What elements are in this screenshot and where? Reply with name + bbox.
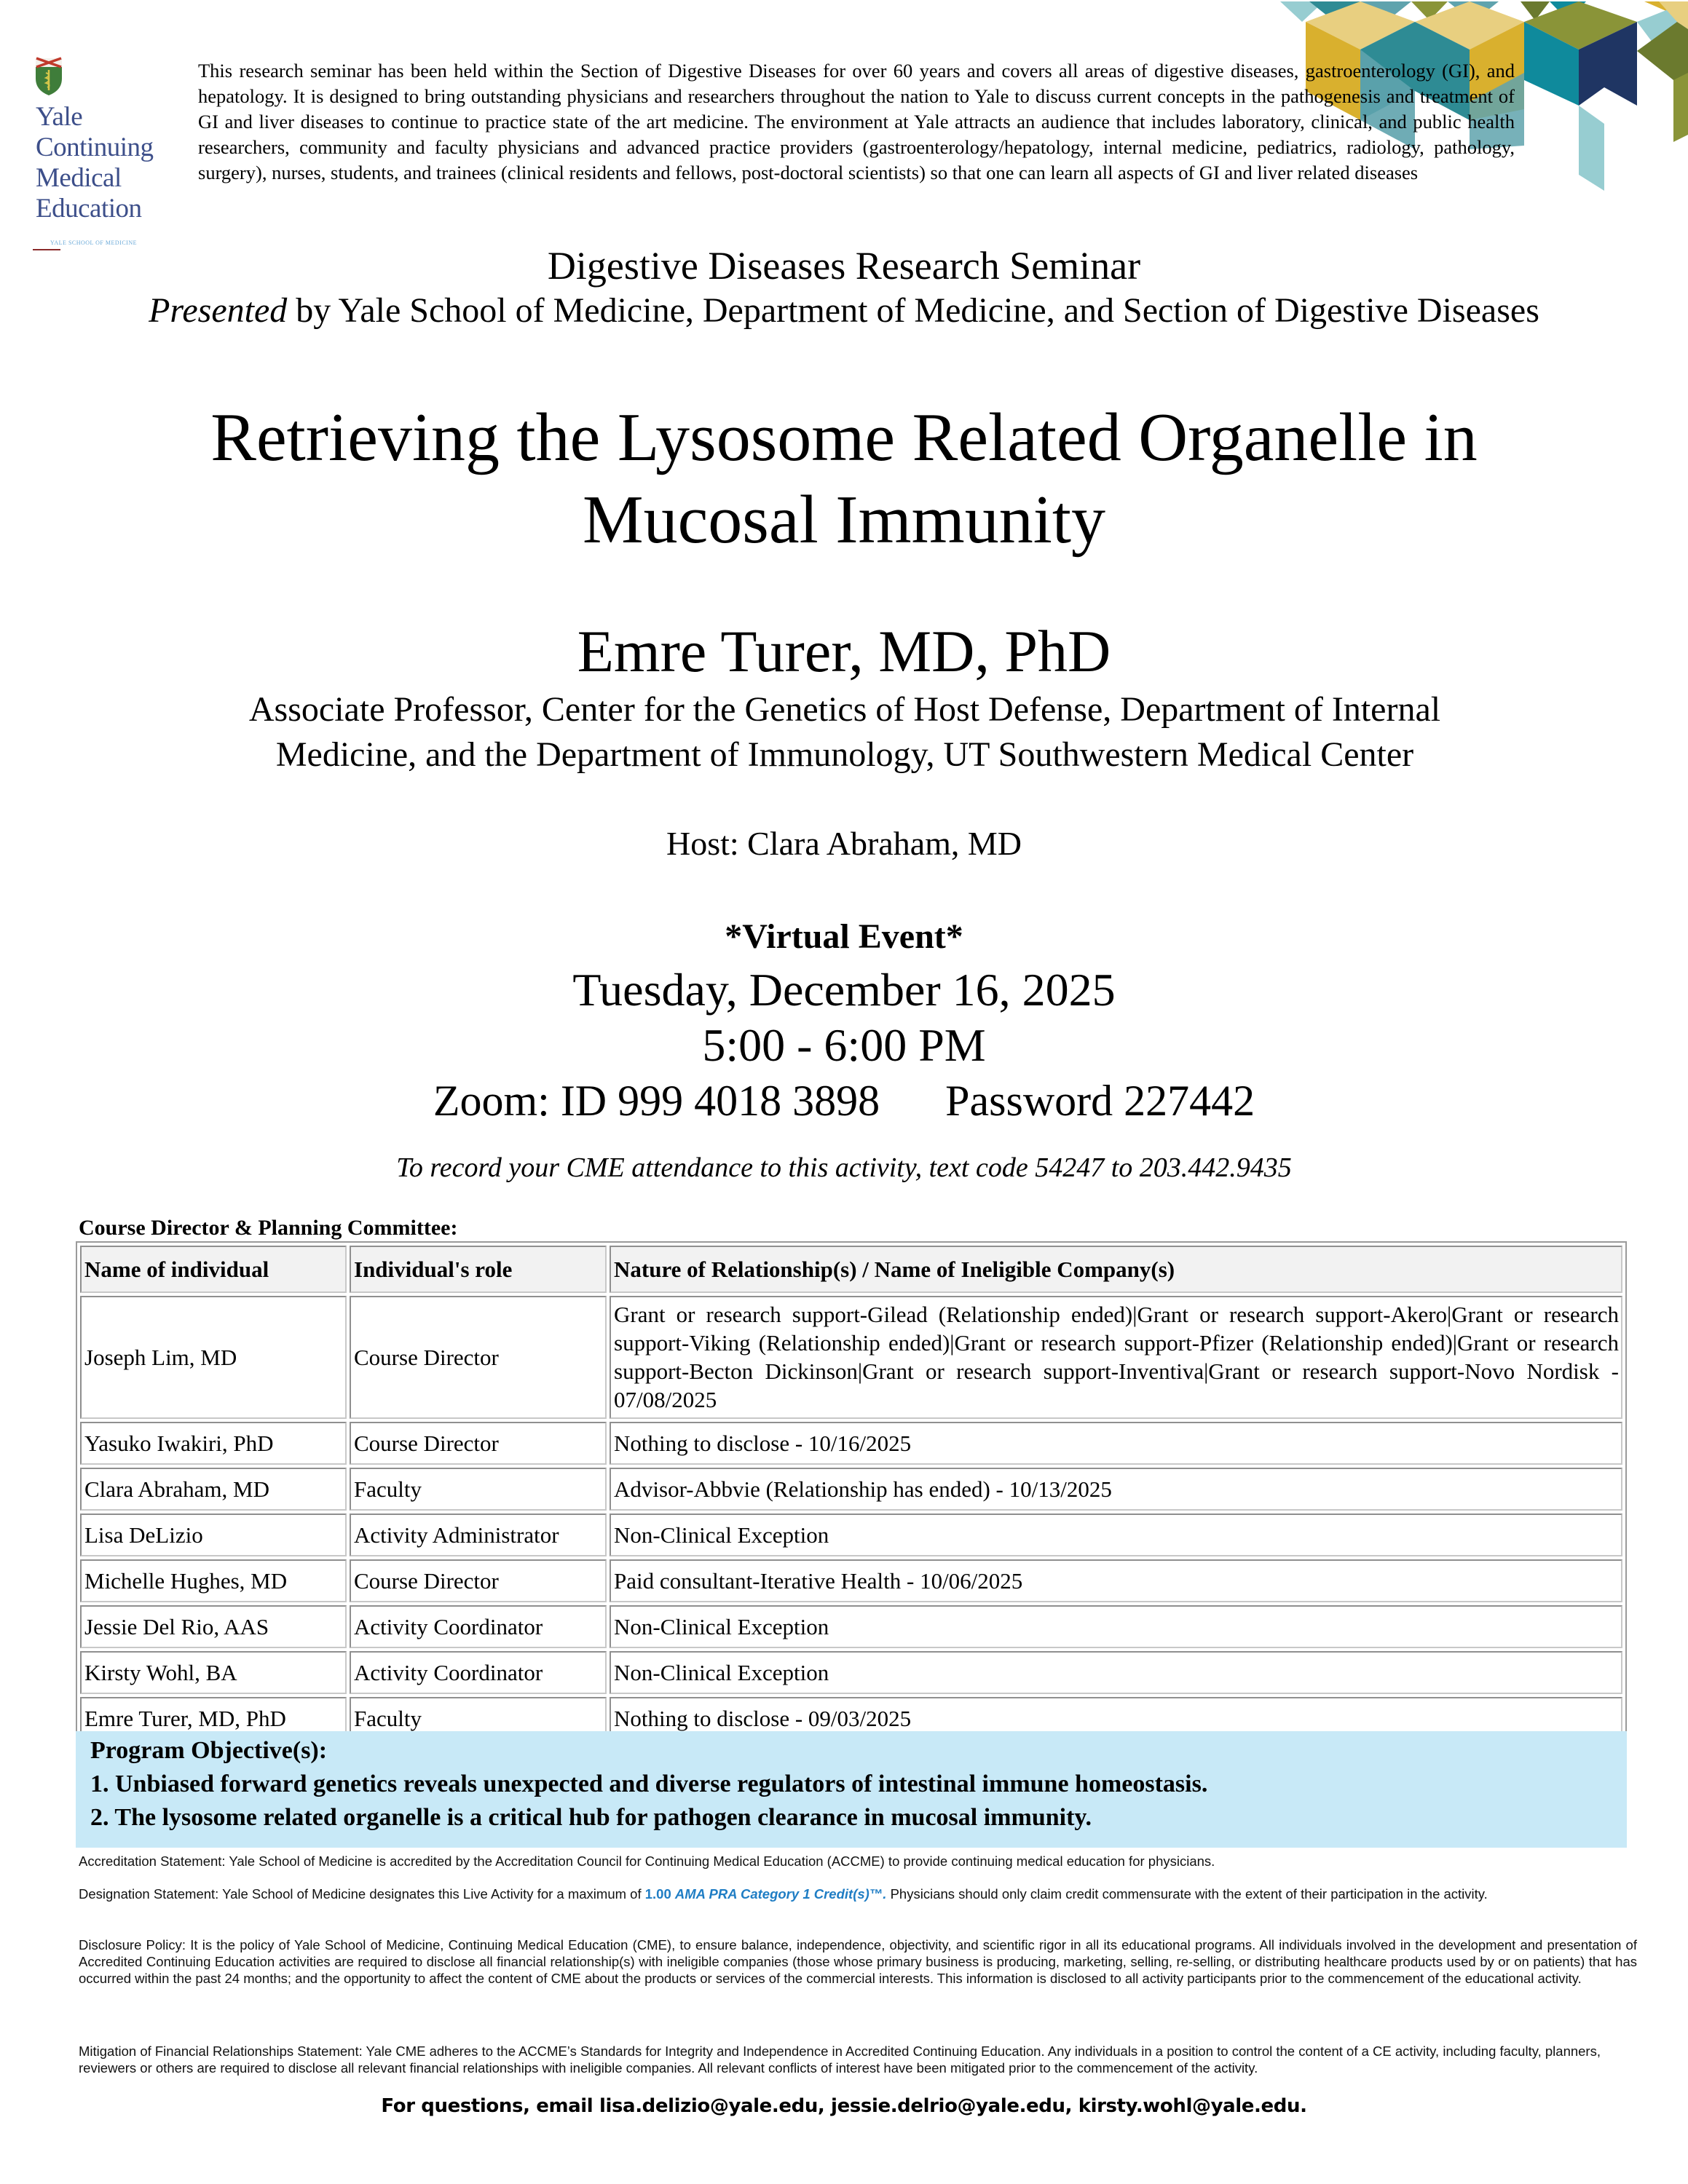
column-header-name: Name of individual — [80, 1246, 347, 1293]
logo-school-line: YALE SCHOOL OF MEDICINE — [50, 240, 137, 246]
table-header-row — [80, 1246, 1622, 1293]
intro-paragraph: This research seminar has been held within the Section of Digestive Diseases for over 60 years and covers all areas of digestive diseases, gastroenterology (GI), and hepatology. It is designed to bring outstanding physicians and researchers throughout the nation to Yale to discuss current concepts in the pathogenesis and treatment of GI and liver diseases to continue to practice state of the art medicine. The environment at Yale attracts an audience that includes laboratory, clinical, and public health researchers, community and faculty physicians and advanced practice providers (gastroenterology/hepatology, internal medicine, pediatrics, radiology, pathology, surgery), nurses, students, and trainees (clinical residents and fellows, post-doctoral scientists) so that one can learn all aspects of GI and liver related diseases — [198, 60, 1515, 183]
affiliation-line-1: Associate Professor, Center for the Genetics of Host Defense, Department of Internal — [248, 690, 1441, 729]
cell-role: Course Director — [350, 1296, 607, 1419]
presented-rest: by Yale School of Medicine, Department of Medicine, and Section of Digestive Diseases — [287, 291, 1539, 330]
cell-relationship: Advisor-Abbvie (Relationship has ended) - 10/13/2025 — [610, 1468, 1622, 1511]
cell-role: Course Director — [350, 1422, 607, 1465]
table-row — [80, 1605, 1622, 1648]
cell-relationship: Nothing to disclose - 09/03/2025 — [610, 1697, 1622, 1740]
speaker-affiliation — [117, 687, 1573, 778]
zoom-id[interactable]: Zoom: ID 999 4018 3898 — [433, 1077, 880, 1125]
logo-line-medical: Medical — [36, 163, 122, 193]
column-header-relationship: Nature of Relationship(s) / Name of Ineligible Company(s) — [610, 1246, 1622, 1293]
table-row — [80, 1514, 1622, 1556]
cell-name: Joseph Lim, MD — [80, 1296, 347, 1419]
table-row — [80, 1296, 1622, 1419]
zoom-password: Password 227442 — [945, 1077, 1255, 1125]
presented-by-line — [0, 289, 1688, 333]
zoom-details — [0, 1073, 1688, 1128]
objectives-content — [90, 1734, 1207, 1835]
speaker-name: Emre Turer, MD, PhD — [577, 618, 1111, 684]
cell-role: Course Director — [350, 1559, 607, 1602]
mitigation-statement: Mitigation of Financial Relationships Statement: Yale CME adheres to the ACCME’s Standards for Integrity and Independence in Accredited Continuing Education. Any individuals in a position to control the content of a CE activity, including faculty, planners, reviewers or others are required to disclose all relevant financial relationships with ineligible companies. All relevant conflicts of interest have been mitigated prior to the commencement of the activity. — [79, 2043, 1601, 2076]
committee-table — [76, 1241, 1627, 1744]
designation-suffix: Physicians should only claim credit commensurate with the extent of their participation in the activity. — [886, 1886, 1488, 1902]
cell-role: Faculty — [350, 1468, 607, 1511]
presented-prefix: Presented — [149, 291, 288, 330]
designation-prefix: Designation Statement: Yale School of Medicine designates this Live Activity for a maximum of — [79, 1886, 645, 1902]
logo-wordmark — [36, 102, 154, 224]
objective-item: 1. Unbiased forward genetics reveals unexpected and diverse regulators of intestinal immune homeostasis. — [90, 1770, 1208, 1797]
table-row — [80, 1422, 1622, 1465]
cell-role: Faculty — [350, 1697, 607, 1740]
cell-relationship: Non-Clinical Exception — [610, 1605, 1622, 1648]
column-header-role: Individual's role — [350, 1246, 607, 1293]
event-date: Tuesday, December 16, 2025 — [572, 964, 1116, 1016]
cell-relationship: Non-Clinical Exception — [610, 1514, 1622, 1556]
host-name: Host: Clara Abraham, MD — [666, 825, 1022, 862]
cme-attendance-instructions: To record your CME attendance to this activity, text code 54247 to 203.442.9435 — [396, 1152, 1292, 1183]
table-row — [80, 1559, 1622, 1602]
cell-name: Yasuko Iwakiri, PhD — [80, 1422, 347, 1465]
program-objectives-box — [76, 1731, 1627, 1848]
contact-email-line[interactable]: For questions, email lisa.delizio@yale.edu, jessie.delrio@yale.edu, kirsty.wohl@yale.edu. — [381, 2095, 1307, 2117]
cell-relationship: Grant or research support-Gilead (Relationship ended)|Grant or research support-Akero|Grant or research support-Viking (Relationship ended)|Grant or research support-Pfizer (Relationship ended)|Grant or research support-Becton Dickinson|Grant or research support-Inventiva|Grant or research support-Novo Nordisk - 07/08/2025 — [610, 1296, 1622, 1419]
logo-line-education: Education — [36, 194, 142, 223]
table-row — [80, 1651, 1622, 1694]
cell-role: Activity Coordinator — [350, 1605, 607, 1648]
cell-name: Michelle Hughes, MD — [80, 1559, 347, 1602]
credit-number: 1.00 — [644, 1886, 675, 1902]
cell-name: Lisa DeLizio — [80, 1514, 347, 1556]
cell-name: Clara Abraham, MD — [80, 1468, 347, 1511]
cell-role: Activity Administrator — [350, 1514, 607, 1556]
cell-name: Jessie Del Rio, AAS — [80, 1605, 347, 1648]
yale-shield-icon — [35, 57, 63, 96]
cell-relationship: Non-Clinical Exception — [610, 1651, 1622, 1694]
objective-item: 2. The lysosome related organelle is a critical hub for pathogen clearance in mucosal immunity. — [90, 1804, 1092, 1831]
cell-role: Activity Coordinator — [350, 1651, 607, 1694]
objectives-heading: Program Objective(s): — [90, 1737, 328, 1764]
talk-title-line-1: Retrieving the Lysosome Related Organelle in — [210, 400, 1478, 475]
cell-relationship: Paid consultant-Iterative Health - 10/06/2025 — [610, 1559, 1622, 1602]
credit-label: AMA PRA Category 1 Credit(s)™. — [674, 1886, 887, 1902]
yale-cme-logo — [33, 57, 186, 257]
event-time: 5:00 - 6:00 PM — [702, 1019, 986, 1071]
cell-name: Emre Turer, MD, PhD — [80, 1697, 347, 1740]
seminar-name: Digestive Diseases Research Seminar — [547, 244, 1141, 288]
affiliation-line-2: Medicine, and the Department of Immunology, UT Southwestern Medical Center — [275, 735, 1414, 774]
disclosure-policy: Disclosure Policy: It is the policy of Yale School of Medicine, Continuing Medical Education (CME), to ensure balance, independence, objectivity, and scientific rigor in all its educational programs. All individuals involved in the development and presentation of Accredited Continuing Education activities are required to disclose all financial relationship(s) with ineligible companies (those whose primary business is producing, marketing, selling, re-selling, or distributing healthcare products used by or on patients) that has occurred within the past 24 months; and the opportunity to affect the content of CME about the products or services of the commercial interests. This information is disclosed to all activity participants prior to the commencement of the educational activity. — [79, 1937, 1637, 1986]
logo-line-yale: Yale — [36, 102, 83, 132]
cell-name: Kirsty Wohl, BA — [80, 1651, 347, 1694]
cell-relationship: Nothing to disclose - 10/16/2025 — [610, 1422, 1622, 1465]
event-format: *Virtual Event* — [725, 917, 963, 956]
logo-line-continuing: Continuing — [36, 132, 154, 162]
accreditation-statement: Accreditation Statement: Yale School of Medicine is accredited by the Accreditation Council for Continuing Medical Education (ACCME) to provide continuing medical education for physicians. — [79, 1853, 1215, 1869]
table-row — [80, 1468, 1622, 1511]
talk-title-line-2: Mucosal Immunity — [583, 482, 1105, 558]
talk-title — [0, 397, 1688, 561]
credit-designation — [645, 1886, 887, 1902]
designation-statement — [79, 1886, 1637, 1902]
committee-heading: Course Director & Planning Committee: — [79, 1216, 458, 1240]
